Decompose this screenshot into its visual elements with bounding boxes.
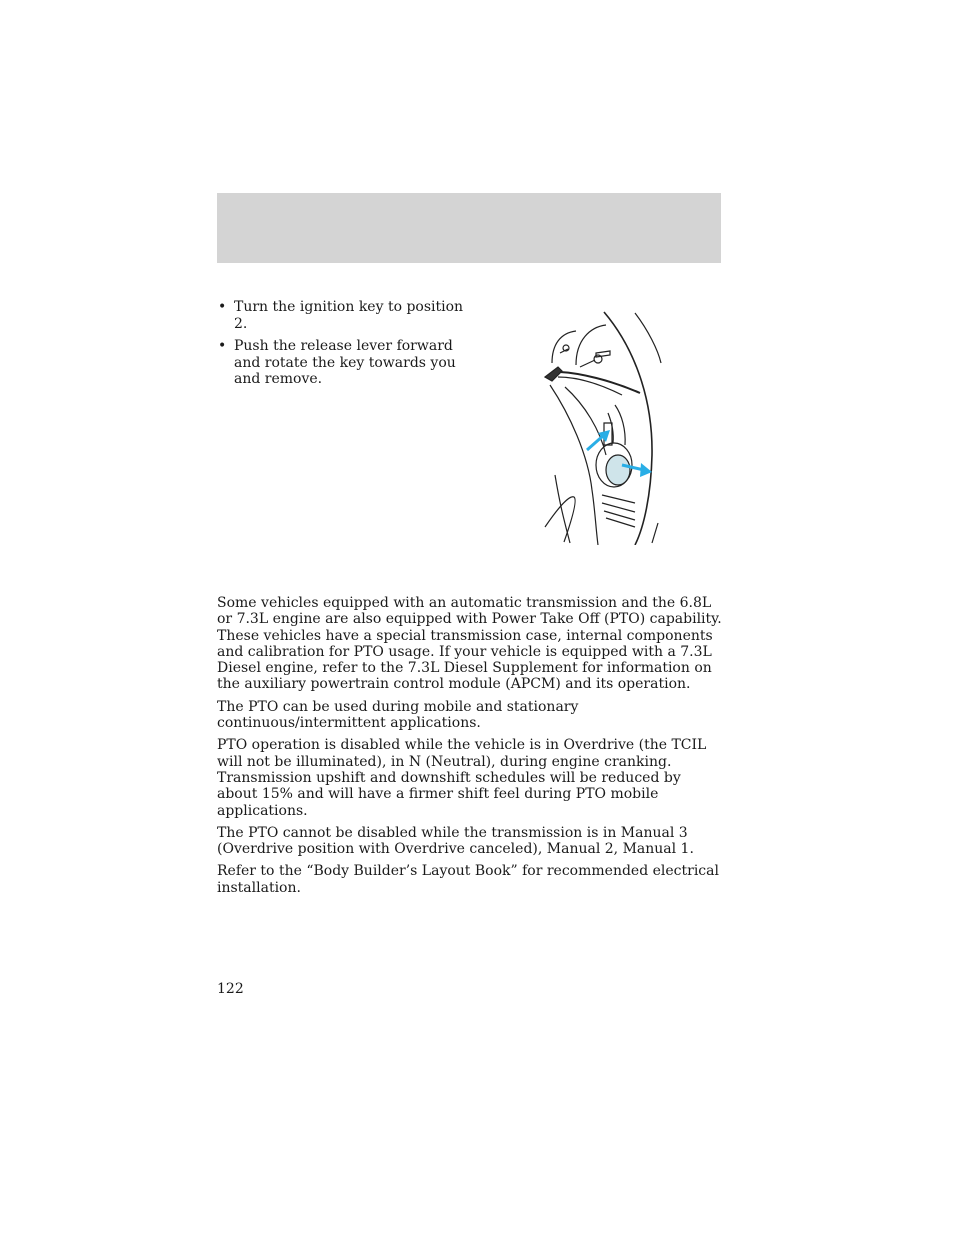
paragraph: PTO operation is disabled while the vehicle is in Overdrive (the TCIL will not be illuminated), in N (Neutral), during engine cranking. Transmission upshift and downshift schedules will be reduced by about 15% and will have a firmer shift feel during PTO mobile applications. bbox=[217, 737, 707, 819]
section-header-band bbox=[217, 193, 721, 263]
paragraph: The PTO can be used during mobile and stationary continuous/intermittent applications. bbox=[217, 698, 579, 732]
list-item bbox=[217, 338, 467, 388]
paragraph: The PTO cannot be disabled while the transmission is in Manual 3 (Overdrive position with Overdrive canceled), Manual 2, Manual 1. bbox=[217, 824, 694, 858]
step-text: Turn the ignition key to position 2. bbox=[234, 299, 464, 332]
page-number: 122 bbox=[217, 981, 244, 997]
bullet: • bbox=[218, 338, 227, 354]
paragraph: Refer to the “Body Builder’s Layout Book” for recommended electrical installation. bbox=[217, 863, 719, 896]
paragraph: Some vehicles equipped with an automatic transmission and the 6.8L or 7.3L engine are also equipped with Power Take Off (PTO) capability. These vehicles have a special transmission case, internal components and calibration for PTO usage. If your vehicle is equipped with a 7.3L Diesel engine, refer to the 7.3L Diesel Supplement for information on the auxiliary powertrain control module (APCM) and its operation. bbox=[217, 595, 722, 693]
steering-column-ignition-key-icon bbox=[540, 305, 665, 545]
body-text bbox=[217, 595, 725, 902]
instruction-list bbox=[217, 299, 467, 394]
step-text: Push the release lever forward and rotate the key towards you and remove. bbox=[234, 338, 456, 387]
bullet: • bbox=[218, 299, 227, 315]
list-item bbox=[217, 299, 467, 332]
